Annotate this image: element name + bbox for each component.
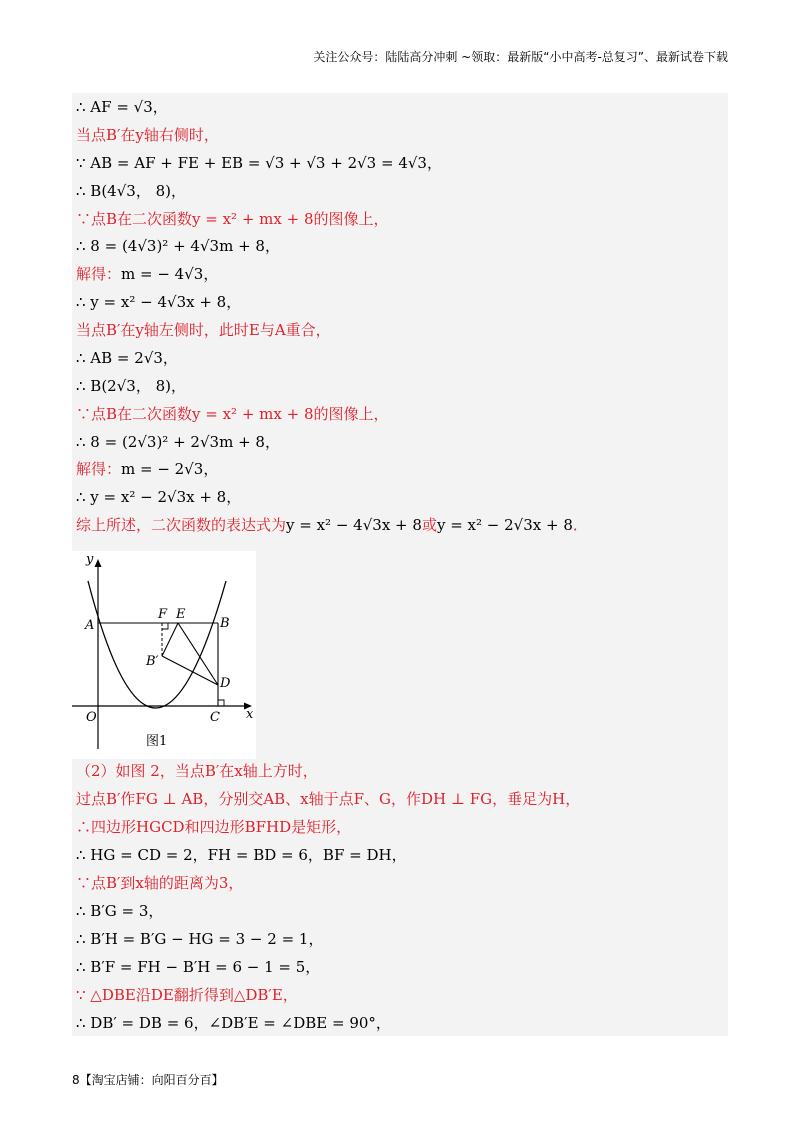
solution-line (76, 789, 580, 809)
line-segment: ∴ B′G = 3， (76, 902, 164, 920)
page-footer: 8【淘宝店铺：向阳百分百】 (72, 1073, 224, 1087)
solution-line (76, 459, 218, 479)
solution-line (76, 348, 178, 368)
segment-eb-prime (162, 623, 178, 656)
line-segment: y = x² − 4√3x + 8 (286, 516, 422, 534)
label-b-prime: B′ (146, 654, 159, 669)
solution-line (76, 432, 280, 452)
right-angle-c (218, 700, 224, 706)
line-segment: 解得： (76, 265, 122, 283)
line-segment: ∴ B′F = FH − B′H = 6 − 1 = 5， (76, 958, 321, 976)
solution-line (76, 487, 241, 507)
line-segment: ∵点B在二次函数y = x² + mx + 8的图像上， (76, 405, 389, 423)
y-axis-arrow (95, 559, 102, 567)
line-segment: ∴ B(2√3， 8)， (76, 377, 186, 395)
solution-line (76, 153, 442, 173)
line-segment: ∴ B(4√3， 8)， (76, 182, 186, 200)
solution-line (76, 236, 280, 256)
solution-line (76, 929, 323, 949)
line-segment: 当点B′在y轴左侧时，此时E与A重合， (76, 321, 331, 339)
solution-line (76, 957, 320, 977)
line-segment: ∴ DB′ = DB = 6，∠DB′E = ∠DBE = 90°， (76, 1014, 391, 1032)
label-e: E (176, 607, 186, 622)
solution-line (76, 761, 318, 781)
line-segment: 解得： (76, 460, 122, 478)
line-segment: m = − 2√3， (121, 460, 219, 478)
label-f: F (158, 607, 168, 622)
label-x: x (246, 707, 254, 722)
label-o: O (86, 710, 97, 725)
solution-line (76, 845, 407, 865)
line-segment: ∴ AB = 2√3， (76, 349, 178, 367)
line-segment: ∴ 8 = (2√3)² + 2√3m + 8， (76, 433, 280, 451)
line-segment: ． (572, 516, 588, 534)
figure-1 (72, 551, 256, 759)
label-b: B (220, 616, 230, 631)
line-segment: ∴ y = x² − 2√3x + 8， (76, 488, 242, 506)
line-segment: 当点B′在y轴右侧时， (76, 126, 219, 144)
solution-line (76, 376, 186, 396)
line-segment: ∵ AB = AF + FE + EB = √3 + √3 + 2√3 = 4√3， (76, 154, 442, 172)
line-segment: m = − 4√3， (121, 265, 219, 283)
line-segment: ∴ B′H = B′G − HG = 3 − 2 = 1， (76, 930, 324, 948)
solution-line (76, 97, 168, 117)
line-segment: ∴四边形HGCD和四边形BFHD是矩形， (76, 818, 352, 836)
solution-line (76, 515, 588, 535)
solution-line (76, 320, 331, 340)
line-segment: ∵点B在二次函数y = x² + mx + 8的图像上， (76, 210, 389, 228)
right-angle-f (162, 623, 168, 629)
solution-line (76, 817, 351, 837)
solution-line (76, 873, 243, 893)
parabola-diagram (72, 551, 256, 759)
line-segment: y = x² − 2√3x + 8 (436, 516, 573, 534)
line-segment: ∴ AF = √3， (76, 98, 168, 116)
label-y: y (86, 552, 94, 567)
parabola-curve (88, 581, 226, 708)
solution-line (76, 901, 163, 921)
line-segment: ∴ y = x² − 4√3x + 8， (76, 293, 242, 311)
line-segment: ∴ HG = CD = 2，FH = BD = 6，BF = DH， (76, 846, 407, 864)
line-segment: 过点B′作FG ⊥ AB，分别交AB、x轴于点F、G，作DH ⊥ FG，垂足为H， (76, 790, 581, 808)
line-segment: ∵ △DBE沿DE翻折得到△DB′E， (76, 986, 298, 1004)
figure-caption: 图1 (146, 734, 168, 749)
solution-line (76, 404, 389, 424)
line-segment: 综上所述，二次函数的表达式为 (76, 516, 287, 534)
solution-line (76, 1013, 391, 1033)
line-segment: 或 (421, 516, 437, 534)
solution-line (76, 125, 219, 145)
solution-line (76, 209, 389, 229)
solution-content (72, 93, 728, 1036)
label-c: C (210, 710, 220, 725)
label-d: D (220, 676, 231, 691)
segment-ed (178, 623, 218, 685)
line-segment: ∵点B′到x轴的距离为3， (76, 874, 244, 892)
label-a: A (85, 618, 95, 633)
solution-line (76, 264, 218, 284)
line-segment: ∴ 8 = (4√3)² + 4√3m + 8， (76, 237, 280, 255)
solution-line (76, 292, 241, 312)
solution-line (76, 985, 298, 1005)
page-header: 关注公众号：陆陆高分冲刺 ~领取：最新版“小中高考-总复习”、最新试卷下载 (313, 50, 728, 64)
solution-line (76, 181, 186, 201)
segment-b-prime-d (162, 656, 218, 685)
line-segment: （2）如图 2，当点B′在x轴上方时， (76, 762, 318, 780)
